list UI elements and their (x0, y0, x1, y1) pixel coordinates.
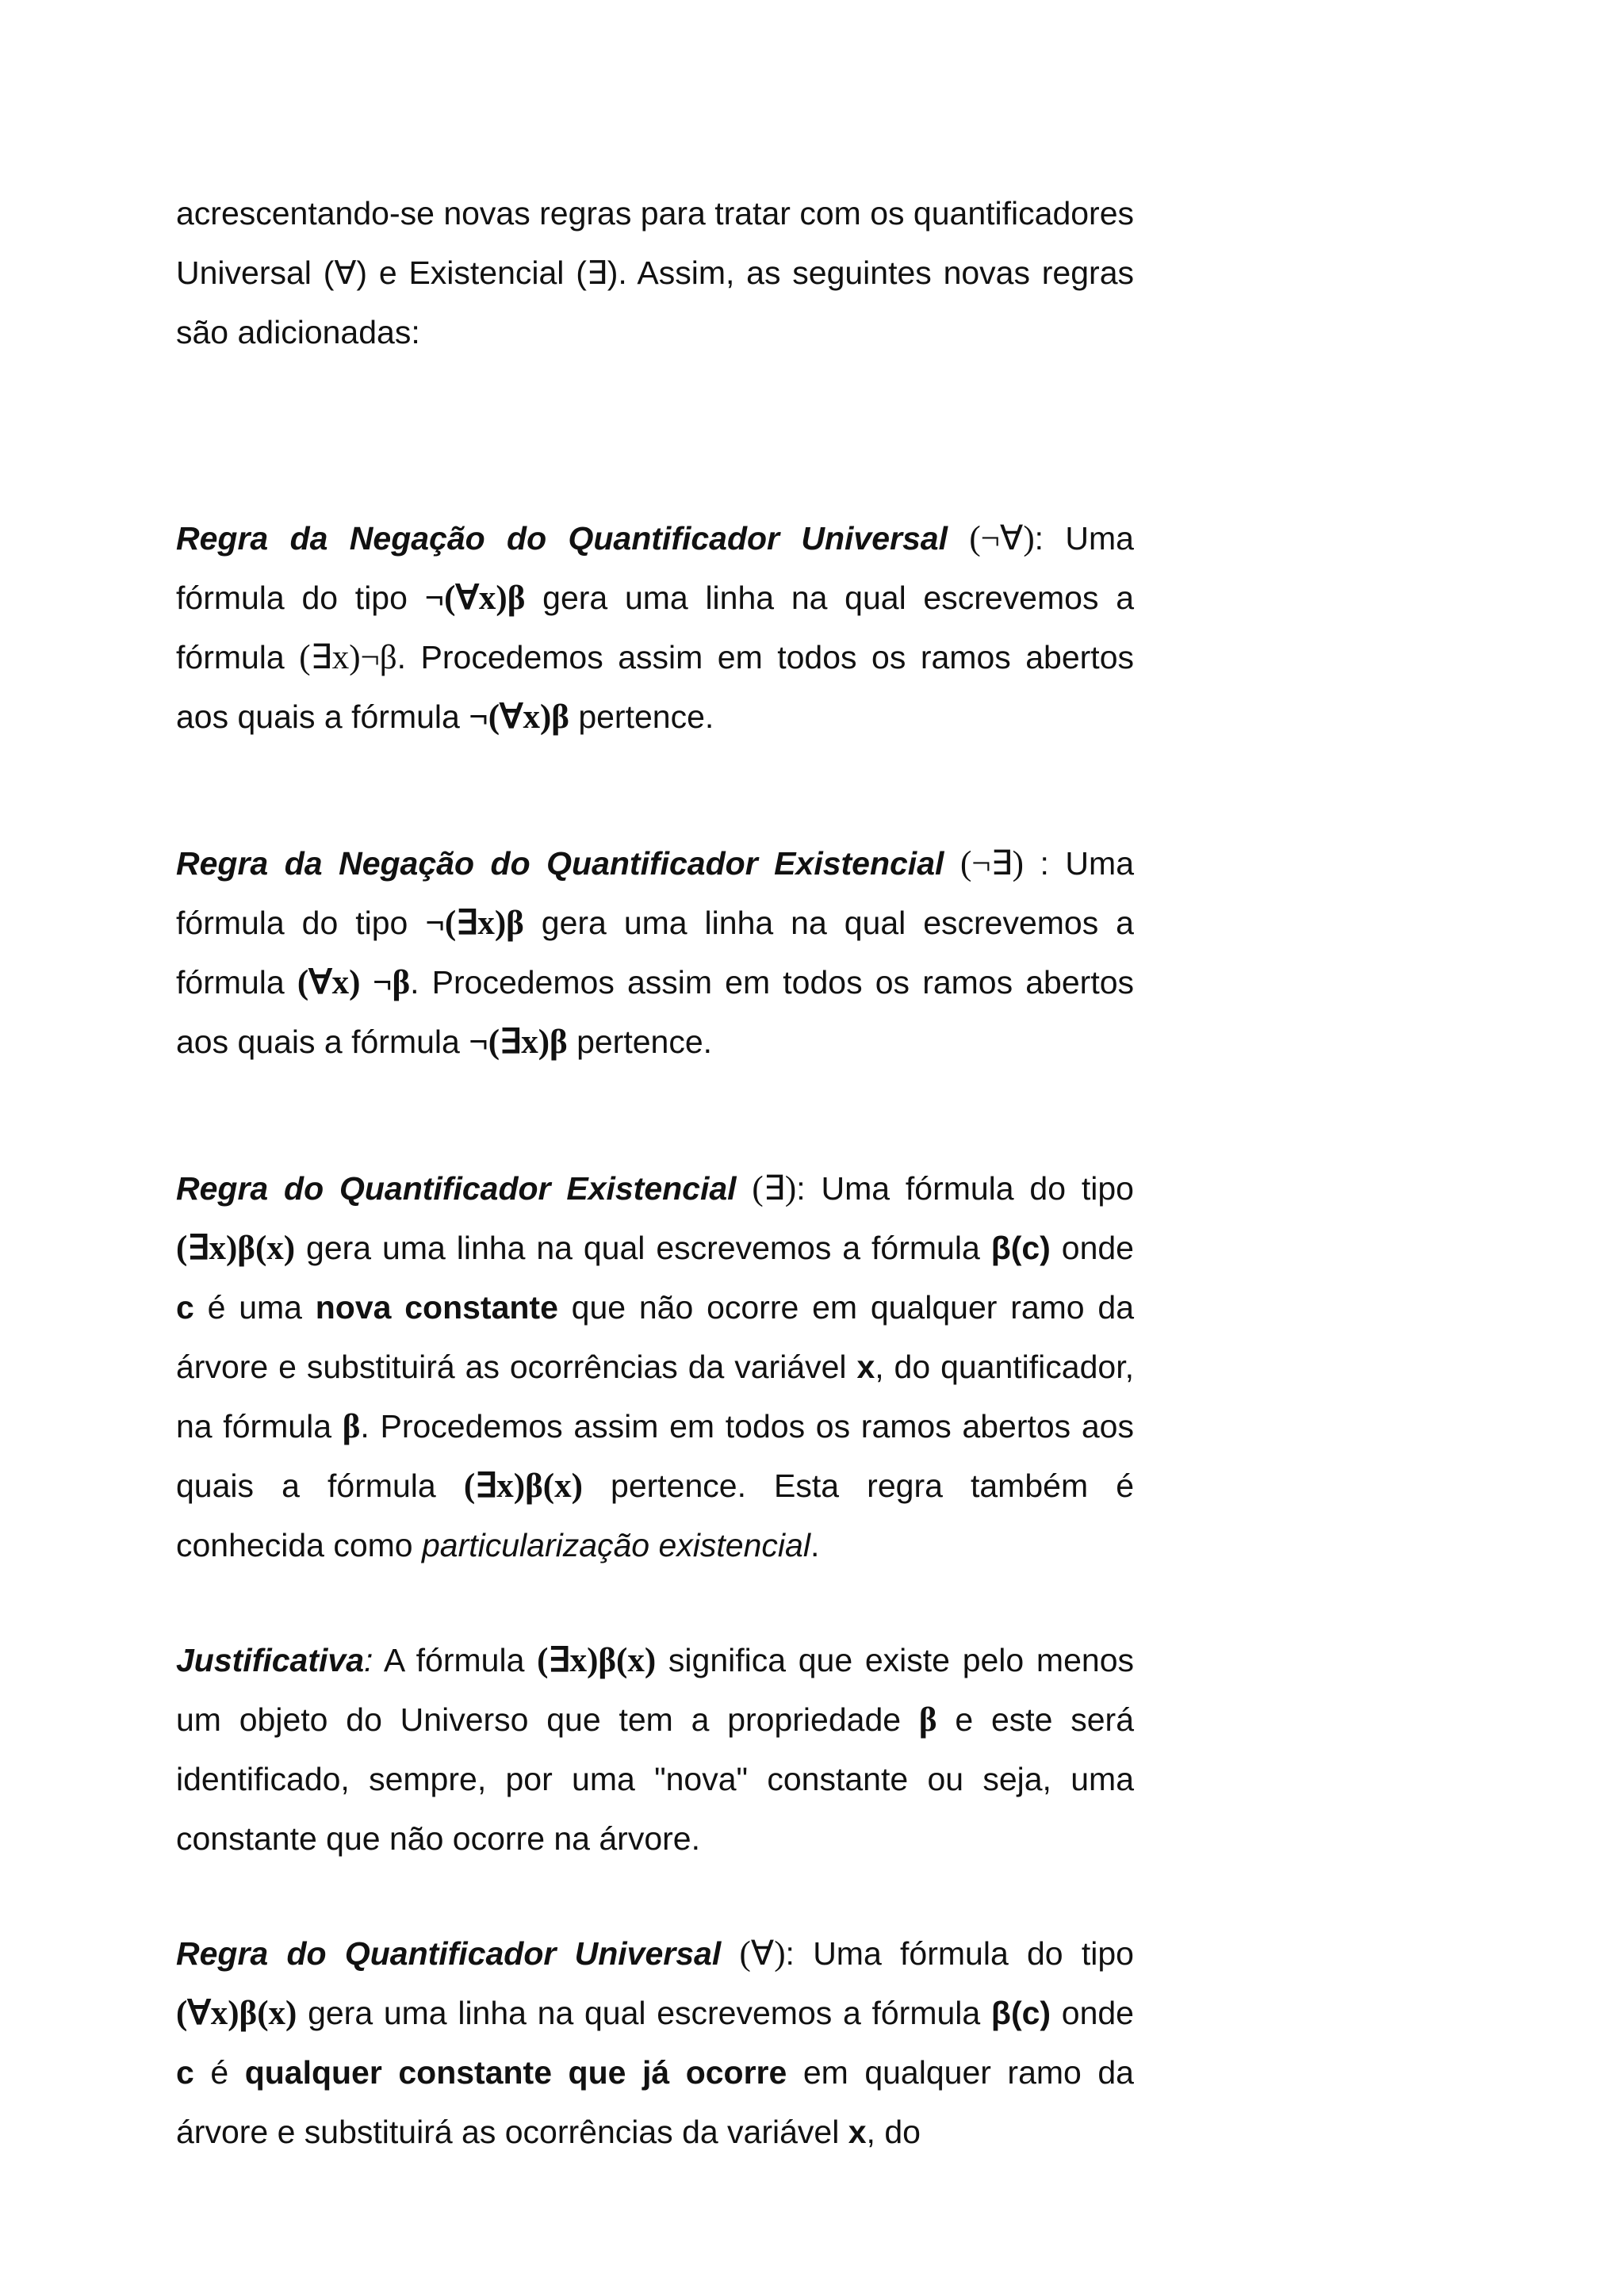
rule-title: Regra do Quantificador Universal (176, 1935, 722, 1972)
formula: β(c) (990, 1230, 1051, 1266)
formula: (∃x)β(x) (537, 1642, 657, 1679)
formula: (∀x) ¬β (297, 964, 411, 1001)
formula: (∃x)¬β (299, 639, 397, 676)
rule-symbol: (¬∀) (969, 520, 1035, 557)
formula: ¬(∃x)β (469, 1024, 568, 1061)
formula: β (918, 1701, 937, 1739)
spacer (176, 362, 1134, 509)
variable: x (856, 1349, 875, 1385)
emphasis: qualquer constante que já ocorre (244, 2054, 787, 2091)
rule-symbol: (∃) (752, 1170, 797, 1207)
formula: ¬(∃x)β (425, 905, 524, 942)
formula: (∀x)β(x) (176, 1995, 297, 2032)
formula: (∃x)β(x) (463, 1468, 583, 1505)
document-page (176, 184, 1134, 2162)
formula: β(c) (990, 1995, 1051, 2031)
justification-title: Justificativa (176, 1642, 364, 1678)
rule-symbol: (¬∃) (959, 845, 1024, 882)
emphasis: nova constante (315, 1289, 558, 1326)
spacer (176, 747, 1134, 834)
justification: Justificativa: A fórmula (∃x)β(x) significa que existe pelo menos um objeto do Universo que tem a propriedade β e este será identificado, sempre, por uma "nova" constante ou seja, uma constante que não ocorre na árvore. (176, 1642, 1134, 1857)
variable: x (848, 2114, 867, 2150)
rule-title: Regra do Quantificador Existencial (176, 1170, 737, 1207)
constant: c (176, 1289, 194, 1326)
term: particularização existencial (421, 1527, 810, 1563)
rule-title: Regra da Negação do Quantificador Universal (176, 520, 948, 557)
rule-negation-universal: Regra da Negação do Quantificador Universal (¬∀): Uma fórmula do tipo ¬(∀x)β gera uma linha na qual escrevemos a fórmula (∃x)¬β. Procedemos assim em todos os ramos abertos aos quais a fórmula ¬(∀x)β pertence. (176, 520, 1134, 736)
rule-negation-existential: Regra da Negação do Quantificador Existencial (¬∃) : Uma fórmula do tipo ¬(∃x)β gera uma linha na qual escrevemos a fórmula (∀x) ¬β. Procedemos assim em todos os ramos abertos aos quais a fórmula ¬(∃x)β pertence. (176, 845, 1135, 1061)
rule-symbol: (∀) (739, 1935, 786, 1973)
spacer (176, 1575, 1134, 1631)
spacer (176, 1869, 1134, 1924)
rule-universal: Regra do Quantificador Universal (∀): Uma fórmula do tipo (∀x)β(x) gera uma linha na qual escrevemos a fórmula β(c) onde c é qualquer constante que já ocorre em qualquer ramo da árvore e substituirá as ocorrências da variável x, do (176, 1935, 1134, 2150)
formula: ¬(∀x)β (424, 580, 526, 617)
rule-title: Regra da Negação do Quantificador Existencial (176, 845, 944, 882)
formula: (∃x)β(x) (176, 1230, 296, 1267)
formula: β (342, 1408, 361, 1445)
constant: c (176, 2054, 194, 2091)
spacer (176, 1072, 1134, 1159)
rule-existential: Regra do Quantificador Existencial (∃): Uma fórmula do tipo (∃x)β(x) gera uma linha na qual escrevemos a fórmula β(c) onde c é uma nova constante que não ocorre em qualquer ramo da árvore e substituirá as ocorrências da variável x, do quantificador, na fórmula β. Procedemos assim em todos os ramos abertos aos quais a fórmula (∃x)β(x) pertence. Esta regra também é conhecida como particularização existencial. (176, 1170, 1135, 1563)
intro-paragraph: acrescentando-se novas regras para tratar com os quantificadores Universal (∀) e Existencial (∃). Assim, as seguintes novas regras são adicionadas: (176, 195, 1134, 350)
formula: ¬(∀x)β (469, 698, 569, 736)
